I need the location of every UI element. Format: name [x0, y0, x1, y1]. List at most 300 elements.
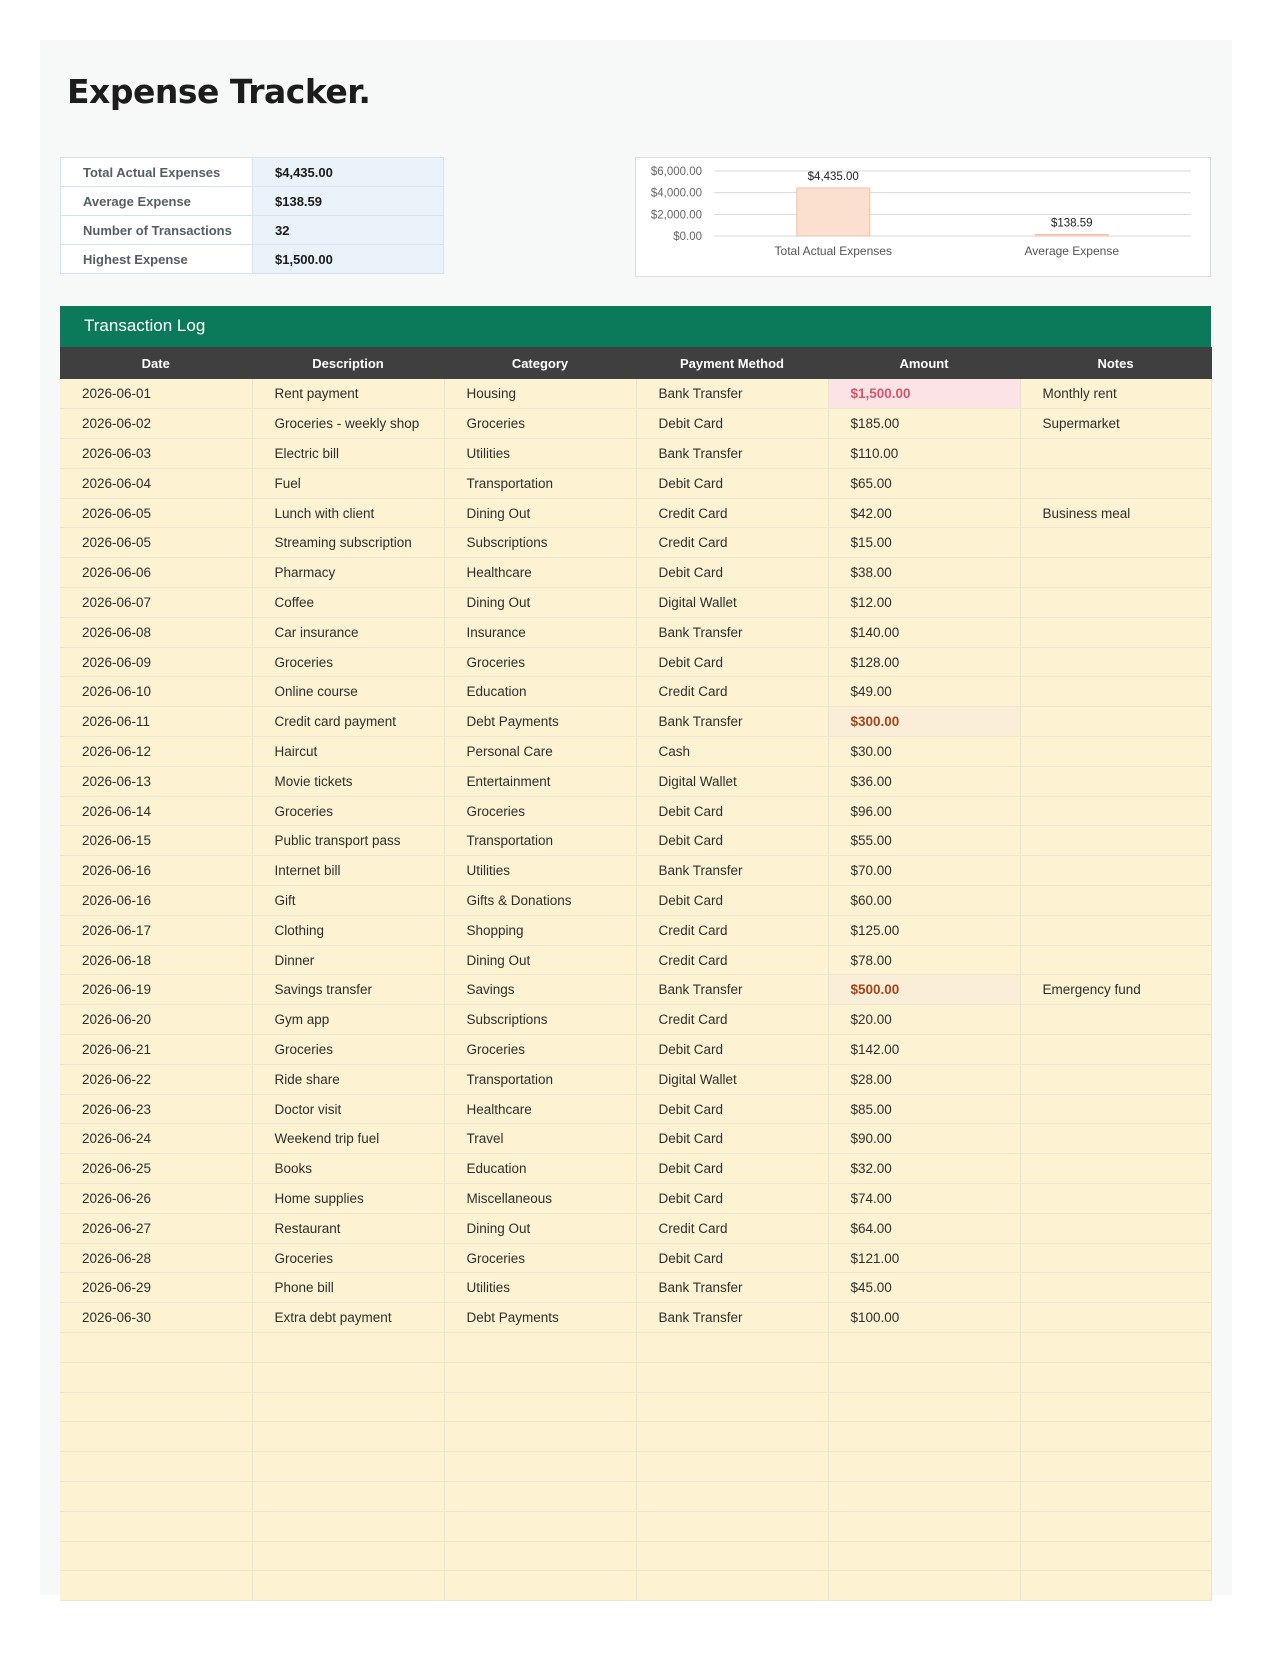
table-row	[60, 1035, 1211, 1065]
table-cell[interactable]: Groceries	[444, 409, 636, 439]
table-cell[interactable]: Movie tickets	[252, 766, 444, 796]
table-cell[interactable]	[1020, 707, 1211, 737]
summary-label[interactable]: Total Actual Expenses	[61, 158, 253, 187]
table-cell[interactable]	[1020, 1064, 1211, 1094]
table-row	[60, 379, 1211, 409]
table-cell[interactable]: 2026-06-21	[60, 1035, 252, 1065]
table-row	[60, 1511, 1211, 1541]
table-cell[interactable]: Insurance	[444, 617, 636, 647]
table-cell[interactable]	[252, 1481, 444, 1511]
table-cell[interactable]	[444, 1541, 636, 1571]
table-cell[interactable]: 2026-06-02	[60, 409, 252, 439]
table-cell[interactable]	[1020, 677, 1211, 707]
table-cell[interactable]	[60, 1511, 252, 1541]
column-header[interactable]: Amount	[828, 347, 1020, 379]
table-cell[interactable]: Pharmacy	[252, 558, 444, 588]
table-cell[interactable]	[252, 1333, 444, 1363]
table-cell[interactable]: Gifts & Donations	[444, 886, 636, 916]
table-cell[interactable]: Subscriptions	[444, 528, 636, 558]
table-cell[interactable]: $65.00	[828, 468, 1020, 498]
table-cell[interactable]	[828, 1392, 1020, 1422]
table-row	[60, 1124, 1211, 1154]
table-cell[interactable]	[1020, 1422, 1211, 1452]
table-cell[interactable]: Debit Card	[636, 1124, 828, 1154]
table-cell[interactable]	[1020, 1333, 1211, 1363]
table-row	[60, 945, 1211, 975]
table-cell[interactable]: Debt Payments	[444, 1303, 636, 1333]
table-cell[interactable]	[1020, 439, 1211, 469]
table-row	[60, 1243, 1211, 1273]
table-cell[interactable]	[1020, 617, 1211, 647]
table-cell[interactable]: Emergency fund	[1020, 975, 1211, 1005]
table-row	[60, 1481, 1211, 1511]
table-cell[interactable]: 2026-06-01	[60, 379, 252, 409]
table-cell[interactable]: 2026-06-29	[60, 1273, 252, 1303]
table-cell[interactable]: Gift	[252, 886, 444, 916]
table-cell[interactable]: Extra debt payment	[252, 1303, 444, 1333]
column-header[interactable]: Description	[252, 347, 444, 379]
table-cell[interactable]: Debt Payments	[444, 707, 636, 737]
table-cell[interactable]: 2026-06-03	[60, 439, 252, 469]
summary-value[interactable]: 32	[253, 216, 444, 245]
table-row	[60, 1154, 1211, 1184]
table-cell[interactable]	[1020, 528, 1211, 558]
table-row	[60, 1213, 1211, 1243]
table-cell[interactable]	[1020, 1094, 1211, 1124]
table-cell[interactable]: 2026-06-05	[60, 498, 252, 528]
table-cell[interactable]	[636, 1392, 828, 1422]
table-cell[interactable]	[1020, 886, 1211, 916]
table-row	[60, 886, 1211, 916]
table-cell[interactable]: $64.00	[828, 1213, 1020, 1243]
table-cell[interactable]: $36.00	[828, 766, 1020, 796]
table-cell[interactable]: Bank Transfer	[636, 439, 828, 469]
table-cell[interactable]: Debit Card	[636, 468, 828, 498]
table-cell[interactable]: Groceries	[444, 1243, 636, 1273]
table-cell[interactable]: Gym app	[252, 1005, 444, 1035]
table-cell[interactable]: 2026-06-22	[60, 1064, 252, 1094]
table-cell[interactable]: Groceries	[252, 796, 444, 826]
table-cell[interactable]: Car insurance	[252, 617, 444, 647]
summary-value[interactable]: $138.59	[253, 187, 444, 216]
table-cell[interactable]: Debit Card	[636, 1154, 828, 1184]
table-cell[interactable]: Dining Out	[444, 498, 636, 528]
table-cell[interactable]: $185.00	[828, 409, 1020, 439]
table-cell[interactable]	[636, 1452, 828, 1482]
table-cell[interactable]: Credit card payment	[252, 707, 444, 737]
table-cell[interactable]: $96.00	[828, 796, 1020, 826]
table-row	[60, 1362, 1211, 1392]
table-cell[interactable]	[1020, 1392, 1211, 1422]
table-cell[interactable]: Digital Wallet	[636, 1064, 828, 1094]
table-row	[60, 1005, 1211, 1035]
table-cell[interactable]: Clothing	[252, 915, 444, 945]
table-cell[interactable]: $125.00	[828, 915, 1020, 945]
table-cell[interactable]	[828, 1422, 1020, 1452]
table-cell[interactable]	[828, 1511, 1020, 1541]
table-cell[interactable]: 2026-06-16	[60, 886, 252, 916]
table-cell[interactable]: Streaming subscription	[252, 528, 444, 558]
table-cell[interactable]: $1,500.00	[828, 379, 1020, 409]
table-cell[interactable]: 2026-06-25	[60, 1154, 252, 1184]
table-cell[interactable]: $70.00	[828, 856, 1020, 886]
table-cell[interactable]: Groceries	[444, 647, 636, 677]
table-cell[interactable]	[828, 1333, 1020, 1363]
summary-label[interactable]: Highest Expense	[61, 245, 253, 274]
table-cell[interactable]: 2026-06-14	[60, 796, 252, 826]
table-cell[interactable]	[444, 1392, 636, 1422]
table-cell[interactable]	[252, 1392, 444, 1422]
table-cell[interactable]	[1020, 1541, 1211, 1571]
table-cell[interactable]: Coffee	[252, 588, 444, 618]
table-cell[interactable]: Debit Card	[636, 796, 828, 826]
x-tick-label: Average Expense	[1024, 244, 1120, 258]
table-row	[60, 558, 1211, 588]
table-cell[interactable]: 2026-06-18	[60, 945, 252, 975]
table-cell[interactable]: Utilities	[444, 439, 636, 469]
table-cell[interactable]: $300.00	[828, 707, 1020, 737]
table-cell[interactable]: Debit Card	[636, 1094, 828, 1124]
table-cell[interactable]: $30.00	[828, 737, 1020, 767]
table-cell[interactable]: 2026-06-30	[60, 1303, 252, 1333]
table-row	[60, 1184, 1211, 1214]
table-cell[interactable]: Healthcare	[444, 1094, 636, 1124]
table-cell[interactable]	[1020, 1511, 1211, 1541]
table-cell[interactable]	[1020, 558, 1211, 588]
table-cell[interactable]	[60, 1333, 252, 1363]
table-row	[60, 498, 1211, 528]
table-cell[interactable]: $28.00	[828, 1064, 1020, 1094]
table-cell[interactable]: 2026-06-27	[60, 1213, 252, 1243]
table-cell[interactable]: 2026-06-24	[60, 1124, 252, 1154]
table-cell[interactable]: $20.00	[828, 1005, 1020, 1035]
table-cell[interactable]	[252, 1571, 444, 1601]
table-cell[interactable]: Subscriptions	[444, 1005, 636, 1035]
table-cell[interactable]: Weekend trip fuel	[252, 1124, 444, 1154]
table-cell[interactable]	[1020, 826, 1211, 856]
column-header[interactable]: Notes	[1020, 347, 1211, 379]
table-cell[interactable]	[1020, 468, 1211, 498]
table-cell[interactable]	[636, 1362, 828, 1392]
table-cell[interactable]: Credit Card	[636, 498, 828, 528]
table-cell[interactable]: Bank Transfer	[636, 975, 828, 1005]
table-cell[interactable]	[636, 1481, 828, 1511]
table-row	[60, 1273, 1211, 1303]
table-row	[60, 617, 1211, 647]
table-cell[interactable]: Transportation	[444, 826, 636, 856]
table-cell[interactable]: 2026-06-19	[60, 975, 252, 1005]
table-cell[interactable]: $78.00	[828, 945, 1020, 975]
table-row	[60, 1064, 1211, 1094]
table-cell[interactable]	[1020, 1243, 1211, 1273]
summary-label[interactable]: Number of Transactions	[61, 216, 253, 245]
column-header[interactable]: Category	[444, 347, 636, 379]
table-cell[interactable]: Credit Card	[636, 915, 828, 945]
table-cell[interactable]: Dining Out	[444, 588, 636, 618]
table-cell[interactable]: $32.00	[828, 1154, 1020, 1184]
table-cell[interactable]: 2026-06-04	[60, 468, 252, 498]
table-cell[interactable]: 2026-06-09	[60, 647, 252, 677]
table-cell[interactable]	[60, 1422, 252, 1452]
table-cell[interactable]: Bank Transfer	[636, 856, 828, 886]
table-row	[60, 1392, 1211, 1422]
table-cell[interactable]	[1020, 588, 1211, 618]
table-cell[interactable]	[252, 1541, 444, 1571]
table-cell[interactable]: 2026-06-15	[60, 826, 252, 856]
table-cell[interactable]: Internet bill	[252, 856, 444, 886]
table-cell[interactable]: Business meal	[1020, 498, 1211, 528]
table-cell[interactable]: $12.00	[828, 588, 1020, 618]
table-cell[interactable]	[252, 1422, 444, 1452]
table-cell[interactable]	[1020, 796, 1211, 826]
table-cell[interactable]: 2026-06-10	[60, 677, 252, 707]
table-cell[interactable]: Dining Out	[444, 1213, 636, 1243]
table-cell[interactable]: Transportation	[444, 468, 636, 498]
table-cell[interactable]	[252, 1511, 444, 1541]
table-cell[interactable]: 2026-06-26	[60, 1184, 252, 1214]
table-cell[interactable]: Monthly rent	[1020, 379, 1211, 409]
table-cell[interactable]: Groceries - weekly shop	[252, 409, 444, 439]
table-cell[interactable]: Bank Transfer	[636, 617, 828, 647]
table-cell[interactable]: $128.00	[828, 647, 1020, 677]
table-cell[interactable]: Dining Out	[444, 945, 636, 975]
table-cell[interactable]	[1020, 1571, 1211, 1601]
table-cell[interactable]: $60.00	[828, 886, 1020, 916]
table-cell[interactable]	[252, 1452, 444, 1482]
table-cell[interactable]: Debit Card	[636, 1035, 828, 1065]
table-cell[interactable]: $85.00	[828, 1094, 1020, 1124]
table-cell[interactable]	[636, 1511, 828, 1541]
table-cell[interactable]: Utilities	[444, 856, 636, 886]
table-cell[interactable]	[1020, 1362, 1211, 1392]
table-cell[interactable]: Debit Card	[636, 886, 828, 916]
table-cell[interactable]: 2026-06-11	[60, 707, 252, 737]
table-cell[interactable]	[1020, 1303, 1211, 1333]
table-cell[interactable]	[444, 1333, 636, 1363]
table-cell[interactable]: 2026-06-23	[60, 1094, 252, 1124]
table-cell[interactable]: Debit Card	[636, 826, 828, 856]
table-cell[interactable]	[636, 1571, 828, 1601]
table-cell[interactable]: Electric bill	[252, 439, 444, 469]
table-cell[interactable]	[1020, 1035, 1211, 1065]
table-cell[interactable]: $55.00	[828, 826, 1020, 856]
table-cell[interactable]	[1020, 915, 1211, 945]
table-cell[interactable]: 2026-06-05	[60, 528, 252, 558]
table-cell[interactable]: 2026-06-28	[60, 1243, 252, 1273]
table-cell[interactable]: 2026-06-12	[60, 737, 252, 767]
table-cell[interactable]: Credit Card	[636, 945, 828, 975]
table-cell[interactable]	[444, 1422, 636, 1452]
table-cell[interactable]: Personal Care	[444, 737, 636, 767]
table-cell[interactable]: Lunch with client	[252, 498, 444, 528]
table-cell[interactable]	[636, 1333, 828, 1363]
table-cell[interactable]: Credit Card	[636, 677, 828, 707]
table-cell[interactable]	[828, 1452, 1020, 1482]
table-cell[interactable]: Bank Transfer	[636, 379, 828, 409]
page-title: Expense Tracker.	[67, 72, 371, 111]
table-cell[interactable]: Miscellaneous	[444, 1184, 636, 1214]
table-cell[interactable]: 2026-06-16	[60, 856, 252, 886]
table-cell[interactable]	[60, 1452, 252, 1482]
table-cell[interactable]	[60, 1392, 252, 1422]
table-row	[60, 409, 1211, 439]
data-label: $138.59	[1050, 217, 1093, 230]
table-cell[interactable]: Haircut	[252, 737, 444, 767]
table-cell[interactable]: Travel	[444, 1124, 636, 1154]
table-cell[interactable]: Debit Card	[636, 647, 828, 677]
table-cell[interactable]	[1020, 1184, 1211, 1214]
table-cell[interactable]: Education	[444, 677, 636, 707]
table-cell[interactable]	[252, 1362, 444, 1392]
table-cell[interactable]: $500.00	[828, 975, 1020, 1005]
table-cell[interactable]: Bank Transfer	[636, 707, 828, 737]
table-cell[interactable]: Cash	[636, 737, 828, 767]
table-cell[interactable]	[1020, 1481, 1211, 1511]
summary-value[interactable]: $1,500.00	[253, 245, 444, 274]
table-cell[interactable]: $121.00	[828, 1243, 1020, 1273]
table-cell[interactable]: Debit Card	[636, 409, 828, 439]
table-cell[interactable]: Fuel	[252, 468, 444, 498]
table-cell[interactable]	[1020, 647, 1211, 677]
table-cell[interactable]	[636, 1541, 828, 1571]
table-cell[interactable]	[1020, 945, 1211, 975]
table-cell[interactable]: Transportation	[444, 1064, 636, 1094]
table-cell[interactable]	[1020, 1154, 1211, 1184]
table-cell[interactable]	[1020, 856, 1211, 886]
table-row	[60, 1541, 1211, 1571]
table-cell[interactable]	[828, 1481, 1020, 1511]
table-cell[interactable]: 2026-06-13	[60, 766, 252, 796]
table-row	[60, 1094, 1211, 1124]
table-cell[interactable]: Digital Wallet	[636, 588, 828, 618]
table-cell[interactable]: $42.00	[828, 498, 1020, 528]
table-cell[interactable]: Groceries	[252, 1243, 444, 1273]
table-cell[interactable]: Savings transfer	[252, 975, 444, 1005]
table-cell[interactable]	[1020, 1213, 1211, 1243]
table-cell[interactable]: $140.00	[828, 617, 1020, 647]
summary-value[interactable]: $4,435.00	[253, 158, 444, 187]
table-cell[interactable]: $49.00	[828, 677, 1020, 707]
table-cell[interactable]	[444, 1452, 636, 1482]
table-cell[interactable]: Groceries	[252, 1035, 444, 1065]
table-cell[interactable]: Bank Transfer	[636, 1273, 828, 1303]
table-cell[interactable]	[828, 1362, 1020, 1392]
column-header[interactable]: Payment Method	[636, 347, 828, 379]
table-cell[interactable]: $74.00	[828, 1184, 1020, 1214]
table-row	[60, 1422, 1211, 1452]
summary-chart	[635, 157, 1211, 277]
table-cell[interactable]: Ride share	[252, 1064, 444, 1094]
table-cell[interactable]: Savings	[444, 975, 636, 1005]
table-cell[interactable]: $142.00	[828, 1035, 1020, 1065]
table-cell[interactable]: $38.00	[828, 558, 1020, 588]
table-cell[interactable]: 2026-06-20	[60, 1005, 252, 1035]
table-cell[interactable]: Rent payment	[252, 379, 444, 409]
table-cell[interactable]: Home supplies	[252, 1184, 444, 1214]
table-cell[interactable]: Debit Card	[636, 1184, 828, 1214]
table-row	[60, 588, 1211, 618]
table-cell[interactable]: Supermarket	[1020, 409, 1211, 439]
table-row	[60, 1333, 1211, 1363]
table-cell[interactable]: Credit Card	[636, 528, 828, 558]
table-cell[interactable]	[1020, 1124, 1211, 1154]
table-cell[interactable]	[444, 1511, 636, 1541]
table-cell[interactable]: Groceries	[444, 796, 636, 826]
table-cell[interactable]: Education	[444, 1154, 636, 1184]
table-cell[interactable]: Phone bill	[252, 1273, 444, 1303]
table-cell[interactable]: Utilities	[444, 1273, 636, 1303]
table-cell[interactable]	[1020, 766, 1211, 796]
table-row	[60, 856, 1211, 886]
table-cell[interactable]: Shopping	[444, 915, 636, 945]
table-cell[interactable]: Digital Wallet	[636, 766, 828, 796]
summary-label[interactable]: Average Expense	[61, 187, 253, 216]
column-header[interactable]: Date	[60, 347, 252, 379]
table-cell[interactable]	[1020, 1005, 1211, 1035]
table-cell[interactable]: Bank Transfer	[636, 1303, 828, 1333]
table-row	[60, 975, 1211, 1005]
table-cell[interactable]: Credit Card	[636, 1005, 828, 1035]
table-cell[interactable]	[1020, 737, 1211, 767]
table-cell[interactable]	[1020, 1452, 1211, 1482]
table-cell[interactable]: 2026-06-07	[60, 588, 252, 618]
table-cell[interactable]	[444, 1481, 636, 1511]
table-cell[interactable]	[60, 1571, 252, 1601]
table-cell[interactable]: $45.00	[828, 1273, 1020, 1303]
table-cell[interactable]	[636, 1422, 828, 1452]
table-cell[interactable]: $15.00	[828, 528, 1020, 558]
table-cell[interactable]	[60, 1362, 252, 1392]
table-cell[interactable]: Books	[252, 1154, 444, 1184]
data-label: $4,435.00	[807, 170, 859, 183]
table-cell[interactable]: Dinner	[252, 945, 444, 975]
table-cell[interactable]: Housing	[444, 379, 636, 409]
table-cell[interactable]: Doctor visit	[252, 1094, 444, 1124]
table-cell[interactable]: 2026-06-17	[60, 915, 252, 945]
table-cell[interactable]: Healthcare	[444, 558, 636, 588]
table-cell[interactable]: $110.00	[828, 439, 1020, 469]
table-cell[interactable]: Debit Card	[636, 558, 828, 588]
table-cell[interactable]: $100.00	[828, 1303, 1020, 1333]
table-cell[interactable]: Entertainment	[444, 766, 636, 796]
column-header-row	[60, 347, 1211, 379]
table-cell[interactable]	[828, 1541, 1020, 1571]
table-cell[interactable]	[444, 1571, 636, 1601]
table-cell[interactable]: Credit Card	[636, 1213, 828, 1243]
table-cell[interactable]: Restaurant	[252, 1213, 444, 1243]
table-cell[interactable]: Groceries	[252, 647, 444, 677]
table-cell[interactable]: 2026-06-08	[60, 617, 252, 647]
table-row	[60, 677, 1211, 707]
summary-row	[61, 187, 444, 216]
table-row	[60, 796, 1211, 826]
table-cell[interactable]: $90.00	[828, 1124, 1020, 1154]
table-cell[interactable]: Public transport pass	[252, 826, 444, 856]
table-cell[interactable]: 2026-06-06	[60, 558, 252, 588]
table-cell[interactable]	[444, 1362, 636, 1392]
x-tick-label: Total Actual Expenses	[774, 244, 892, 258]
transaction-log-table	[60, 347, 1212, 1601]
table-cell[interactable]	[828, 1571, 1020, 1601]
table-cell[interactable]: Debit Card	[636, 1243, 828, 1273]
table-cell[interactable]: Online course	[252, 677, 444, 707]
table-cell[interactable]	[60, 1481, 252, 1511]
y-tick-label: $6,000.00	[650, 166, 702, 178]
table-cell[interactable]: Groceries	[444, 1035, 636, 1065]
table-cell[interactable]	[60, 1541, 252, 1571]
table-cell[interactable]	[1020, 1273, 1211, 1303]
table-row	[60, 528, 1211, 558]
